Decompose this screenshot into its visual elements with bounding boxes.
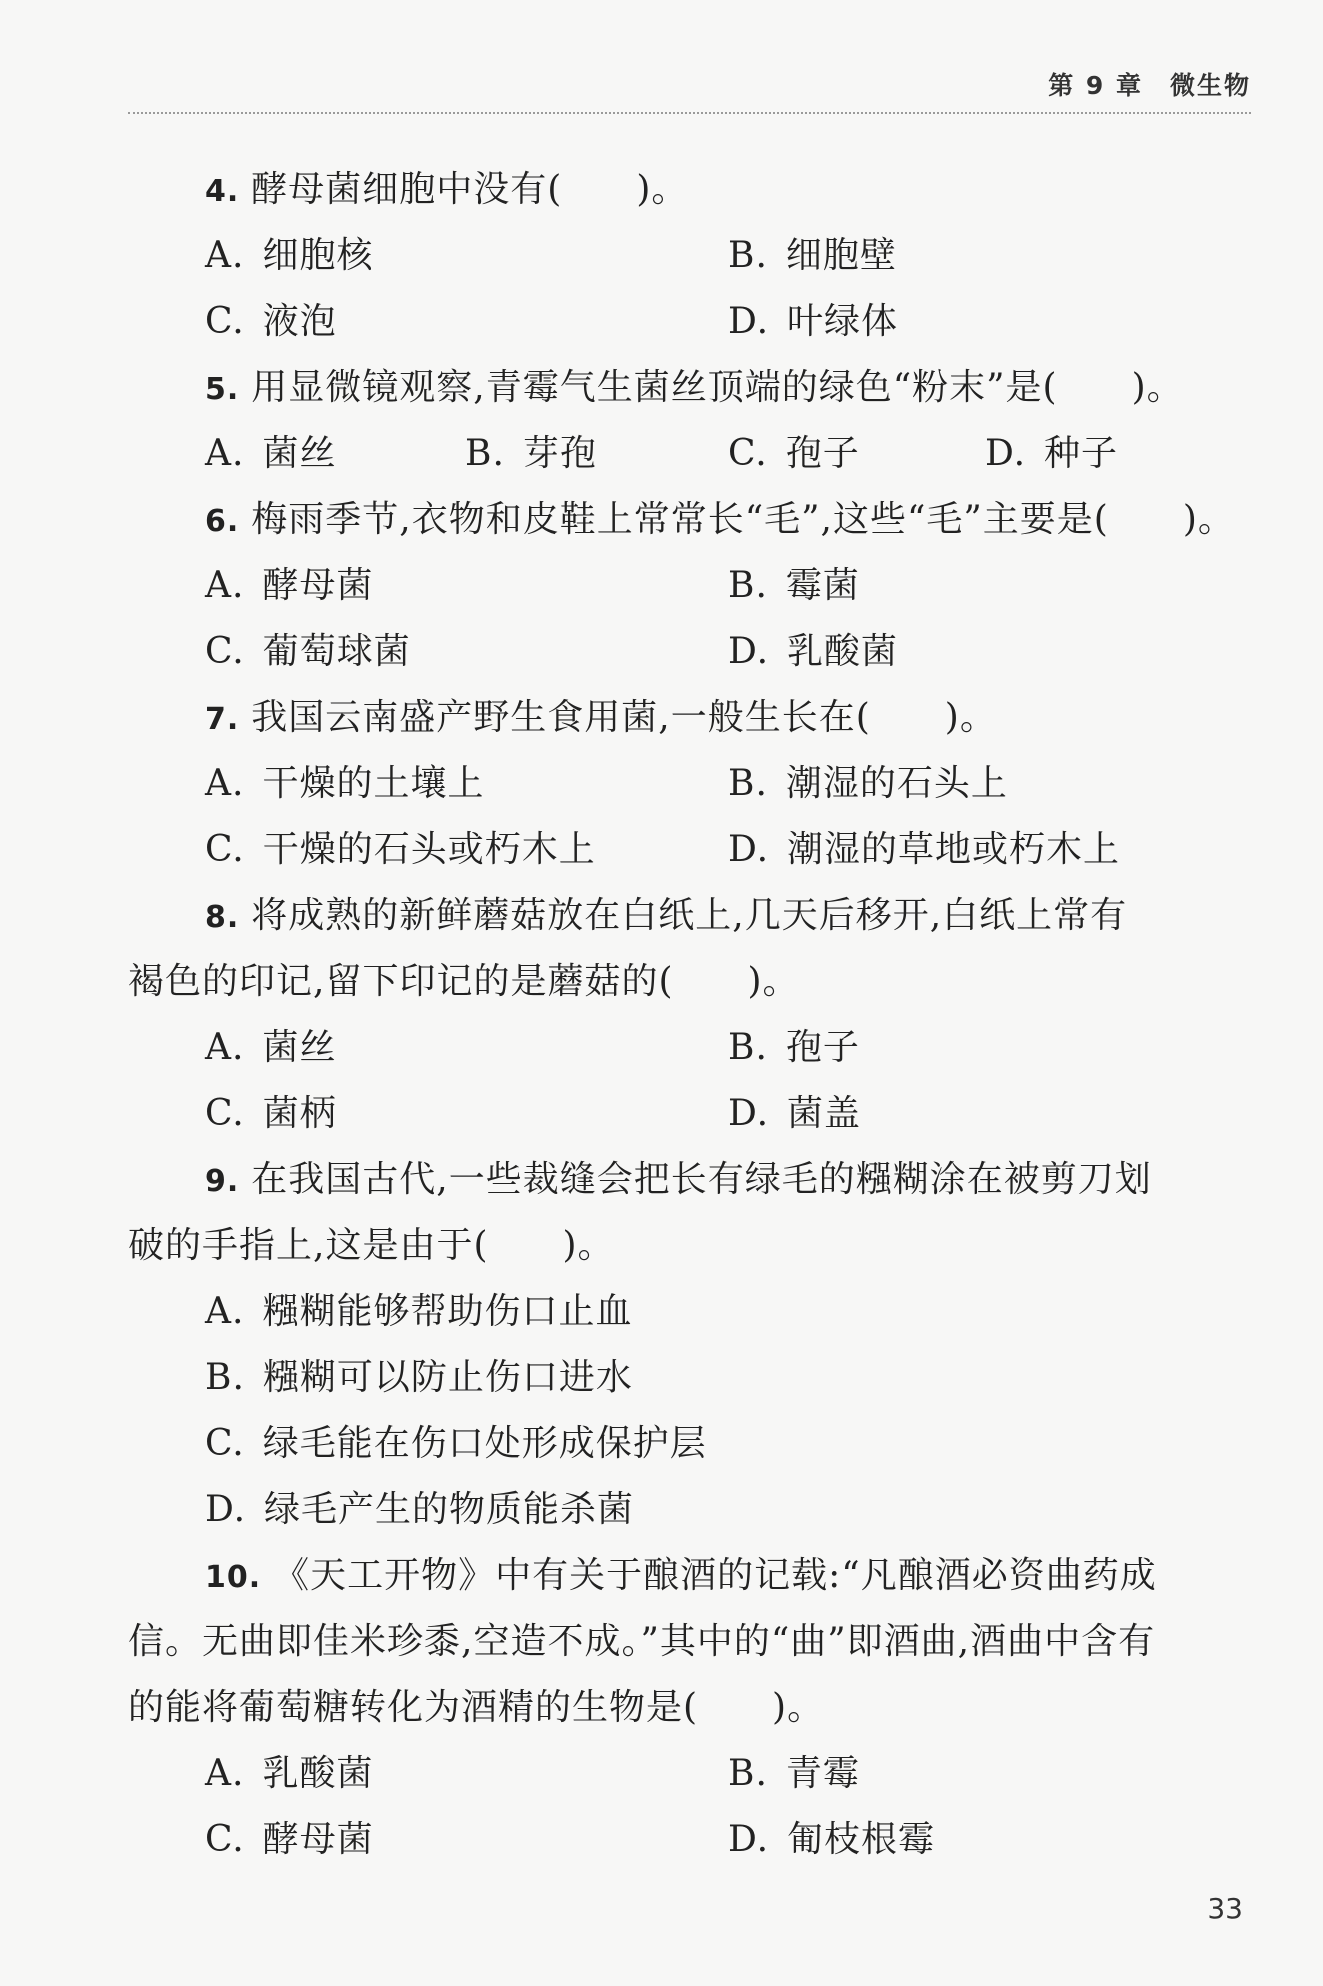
- question-6-stem: 6. 梅雨季节,衣物和皮鞋上常常长“毛”,这些“毛”主要是( )。: [205, 499, 1235, 540]
- question-number: 9.: [205, 1164, 240, 1199]
- option-a: A. 干燥的土壤上: [205, 763, 485, 804]
- option-b: B. 糨糊可以防止伤口进水: [205, 1357, 633, 1398]
- question-4-stem: 4. 酵母菌细胞中没有( )。: [205, 169, 689, 210]
- page-number: 33: [1207, 1892, 1243, 1925]
- option-b: B. 青霉: [728, 1753, 860, 1794]
- question-number: 7.: [205, 702, 240, 737]
- option-a: A. 菌丝: [205, 433, 337, 474]
- question-9-stem: 9. 在我国古代,一些裁缝会把长有绿毛的糨糊涂在被剪刀划: [205, 1159, 1152, 1200]
- page-header: [128, 66, 1251, 114]
- option-b: B. 潮湿的石头上: [728, 763, 1008, 804]
- question-7-stem: 7. 我国云南盛产野生食用菌,一般生长在( )。: [205, 697, 997, 738]
- option-b: B. 霉菌: [728, 565, 860, 606]
- option-a: A. 细胞核: [205, 235, 374, 276]
- question-number: 8.: [205, 900, 240, 935]
- option-d: D. 叶绿体: [728, 301, 899, 342]
- option-c: C. 绿毛能在伤口处形成保护层: [205, 1423, 707, 1464]
- option-a: A. 酵母菌: [205, 565, 374, 606]
- question-number: 6.: [205, 504, 240, 539]
- option-c: C. 孢子: [728, 433, 860, 474]
- option-d: D. 匍枝根霉: [728, 1819, 936, 1860]
- question-8-stem: 8. 将成熟的新鲜蘑菇放在白纸上,几天后移开,白纸上常有: [205, 895, 1128, 936]
- question-10-stem-continued: 信。无曲即佳米珍黍,空造不成。”其中的“曲”即酒曲,酒曲中含有: [128, 1621, 1156, 1662]
- chapter-title: 第 9 章 微生物: [1048, 71, 1251, 100]
- option-a: A. 糨糊能够帮助伤口止血: [205, 1291, 633, 1332]
- option-d: D. 绿毛产生的物质能杀菌: [205, 1489, 635, 1530]
- option-b: B. 孢子: [728, 1027, 860, 1068]
- option-b: B. 芽孢: [465, 433, 597, 474]
- question-9-stem-continued: 破的手指上,这是由于( )。: [128, 1225, 615, 1266]
- option-c: C. 液泡: [205, 301, 337, 342]
- question-number: 10.: [205, 1560, 262, 1595]
- question-10-stem: 10. 《天工开物》中有关于酿酒的记载:“凡酿酒必资曲药成: [205, 1555, 1157, 1596]
- question-10-stem-continued-2: 的能将葡萄糖转化为酒精的生物是( )。: [128, 1687, 825, 1728]
- option-a: A. 乳酸菌: [205, 1753, 374, 1794]
- option-c: C. 酵母菌: [205, 1819, 374, 1860]
- question-5-stem: 5. 用显微镜观察,青霉气生菌丝顶端的绿色“粉末”是( )。: [205, 367, 1184, 408]
- option-b: B. 细胞壁: [728, 235, 897, 276]
- option-c: C. 菌柄: [205, 1093, 337, 1134]
- option-d: D. 潮湿的草地或朽木上: [728, 829, 1121, 870]
- option-d: D. 乳酸菌: [728, 631, 899, 672]
- option-d: D. 种子: [985, 433, 1119, 474]
- question-8-stem-continued: 褐色的印记,留下印记的是蘑菇的( )。: [128, 961, 800, 1002]
- question-number: 4.: [205, 174, 240, 209]
- option-c: C. 干燥的石头或朽木上: [205, 829, 596, 870]
- option-d: D. 菌盖: [728, 1093, 862, 1134]
- question-number: 5.: [205, 372, 240, 407]
- option-a: A. 菌丝: [205, 1027, 337, 1068]
- option-c: C. 葡萄球菌: [205, 631, 411, 672]
